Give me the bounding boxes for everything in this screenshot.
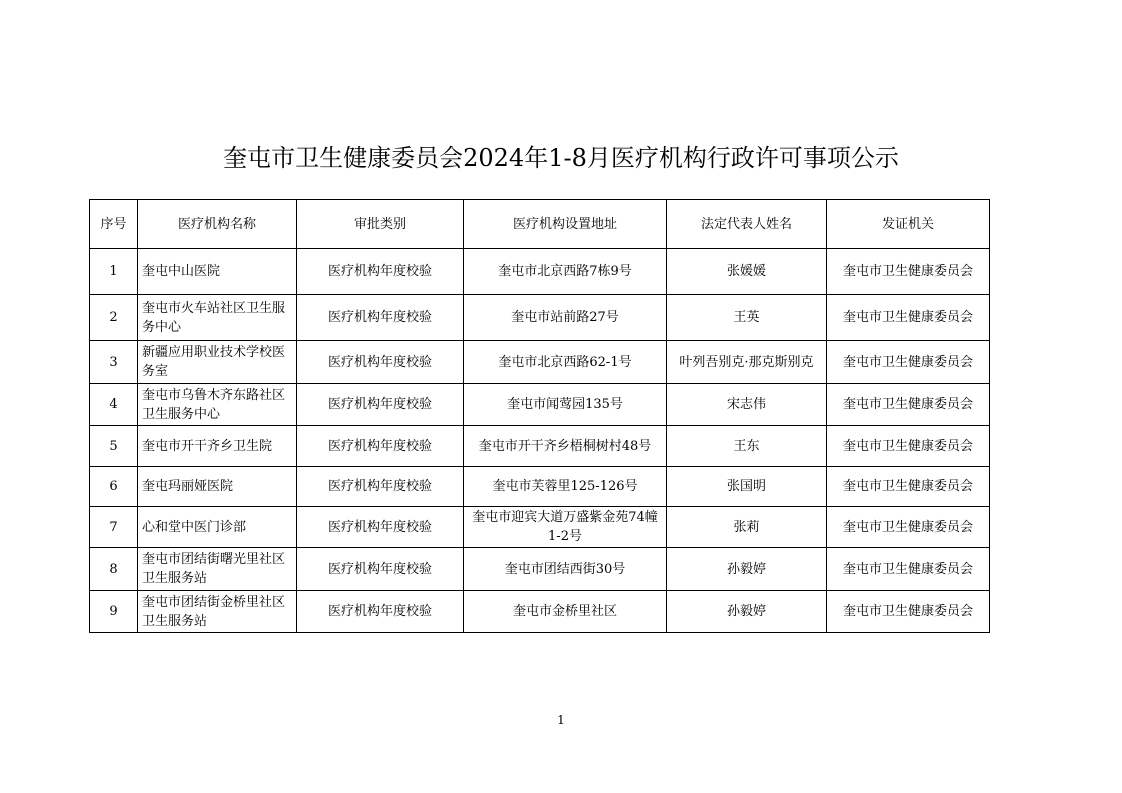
cell-address: 奎屯市北京西路62-1号 <box>464 341 667 384</box>
table-row <box>90 341 990 384</box>
cell-address: 奎屯市芙蓉里125-126号 <box>464 467 667 507</box>
cell-approval-type: 医疗机构年度校验 <box>297 591 464 633</box>
cell-legal-representative: 张媛媛 <box>667 249 827 295</box>
header-approval-type: 审批类别 <box>297 200 464 249</box>
cell-legal-representative: 张莉 <box>667 507 827 548</box>
header-legal-representative: 法定代表人姓名 <box>667 200 827 249</box>
cell-issuing-authority: 奎屯市卫生健康委员会 <box>827 548 990 591</box>
cell-issuing-authority: 奎屯市卫生健康委员会 <box>827 467 990 507</box>
cell-approval-type: 医疗机构年度校验 <box>297 384 464 426</box>
cell-issuing-authority: 奎屯市卫生健康委员会 <box>827 341 990 384</box>
cell-approval-type: 医疗机构年度校验 <box>297 507 464 548</box>
cell-legal-representative: 王东 <box>667 426 827 467</box>
table-header-row <box>90 200 990 249</box>
cell-approval-type: 医疗机构年度校验 <box>297 341 464 384</box>
cell-index: 1 <box>90 249 138 295</box>
page-number: 1 <box>557 713 565 727</box>
cell-approval-type: 医疗机构年度校验 <box>297 249 464 295</box>
cell-index: 9 <box>90 591 138 633</box>
table-row <box>90 548 990 591</box>
cell-issuing-authority: 奎屯市卫生健康委员会 <box>827 384 990 426</box>
cell-legal-representative: 叶列吾别克·那克斯别克 <box>667 341 827 384</box>
cell-index: 2 <box>90 295 138 341</box>
cell-address: 奎屯市北京西路7栋9号 <box>464 249 667 295</box>
header-institution-name: 医疗机构名称 <box>138 200 297 249</box>
cell-issuing-authority: 奎屯市卫生健康委员会 <box>827 295 990 341</box>
cell-issuing-authority: 奎屯市卫生健康委员会 <box>827 249 990 295</box>
cell-issuing-authority: 奎屯市卫生健康委员会 <box>827 591 990 633</box>
cell-institution-name: 奎屯市团结街金桥里社区卫生服务站 <box>138 591 297 633</box>
table-row <box>90 249 990 295</box>
cell-institution-name: 奎屯玛丽娅医院 <box>138 467 297 507</box>
cell-address: 奎屯市金桥里社区 <box>464 591 667 633</box>
document-title: 奎屯市卫生健康委员会2024年1-8月医疗机构行政许可事项公示 <box>223 144 899 172</box>
cell-issuing-authority: 奎屯市卫生健康委员会 <box>827 507 990 548</box>
table-row <box>90 467 990 507</box>
table-row <box>90 507 990 548</box>
cell-issuing-authority: 奎屯市卫生健康委员会 <box>827 426 990 467</box>
cell-institution-name: 奎屯市乌鲁木齐东路社区卫生服务中心 <box>138 384 297 426</box>
cell-approval-type: 医疗机构年度校验 <box>297 426 464 467</box>
cell-legal-representative: 孙毅婷 <box>667 591 827 633</box>
cell-index: 5 <box>90 426 138 467</box>
cell-institution-name: 奎屯市开干齐乡卫生院 <box>138 426 297 467</box>
cell-legal-representative: 王英 <box>667 295 827 341</box>
cell-index: 3 <box>90 341 138 384</box>
table-row <box>90 295 990 341</box>
cell-institution-name: 奎屯市团结街曙光里社区卫生服务站 <box>138 548 297 591</box>
cell-address: 奎屯市迎宾大道万盛紫金苑74幢1-2号 <box>464 507 667 548</box>
table-row <box>90 591 990 633</box>
cell-legal-representative: 张国明 <box>667 467 827 507</box>
cell-index: 8 <box>90 548 138 591</box>
cell-approval-type: 医疗机构年度校验 <box>297 548 464 591</box>
cell-approval-type: 医疗机构年度校验 <box>297 467 464 507</box>
cell-institution-name: 新疆应用职业技术学校医务室 <box>138 341 297 384</box>
cell-legal-representative: 宋志伟 <box>667 384 827 426</box>
table-row <box>90 384 990 426</box>
cell-index: 6 <box>90 467 138 507</box>
cell-address: 奎屯市团结西街30号 <box>464 548 667 591</box>
cell-institution-name: 奎屯中山医院 <box>138 249 297 295</box>
cell-address: 奎屯市开干齐乡梧桐树村48号 <box>464 426 667 467</box>
cell-address: 奎屯市闻莺园135号 <box>464 384 667 426</box>
cell-index: 7 <box>90 507 138 548</box>
cell-index: 4 <box>90 384 138 426</box>
header-issuing-authority: 发证机关 <box>827 200 990 249</box>
header-index: 序号 <box>90 200 138 249</box>
cell-institution-name: 心和堂中医门诊部 <box>138 507 297 548</box>
cell-legal-representative: 孙毅婷 <box>667 548 827 591</box>
table-row <box>90 426 990 467</box>
cell-address: 奎屯市站前路27号 <box>464 295 667 341</box>
cell-approval-type: 医疗机构年度校验 <box>297 295 464 341</box>
cell-institution-name: 奎屯市火车站社区卫生服务中心 <box>138 295 297 341</box>
permit-table <box>89 199 990 633</box>
header-address: 医疗机构设置地址 <box>464 200 667 249</box>
